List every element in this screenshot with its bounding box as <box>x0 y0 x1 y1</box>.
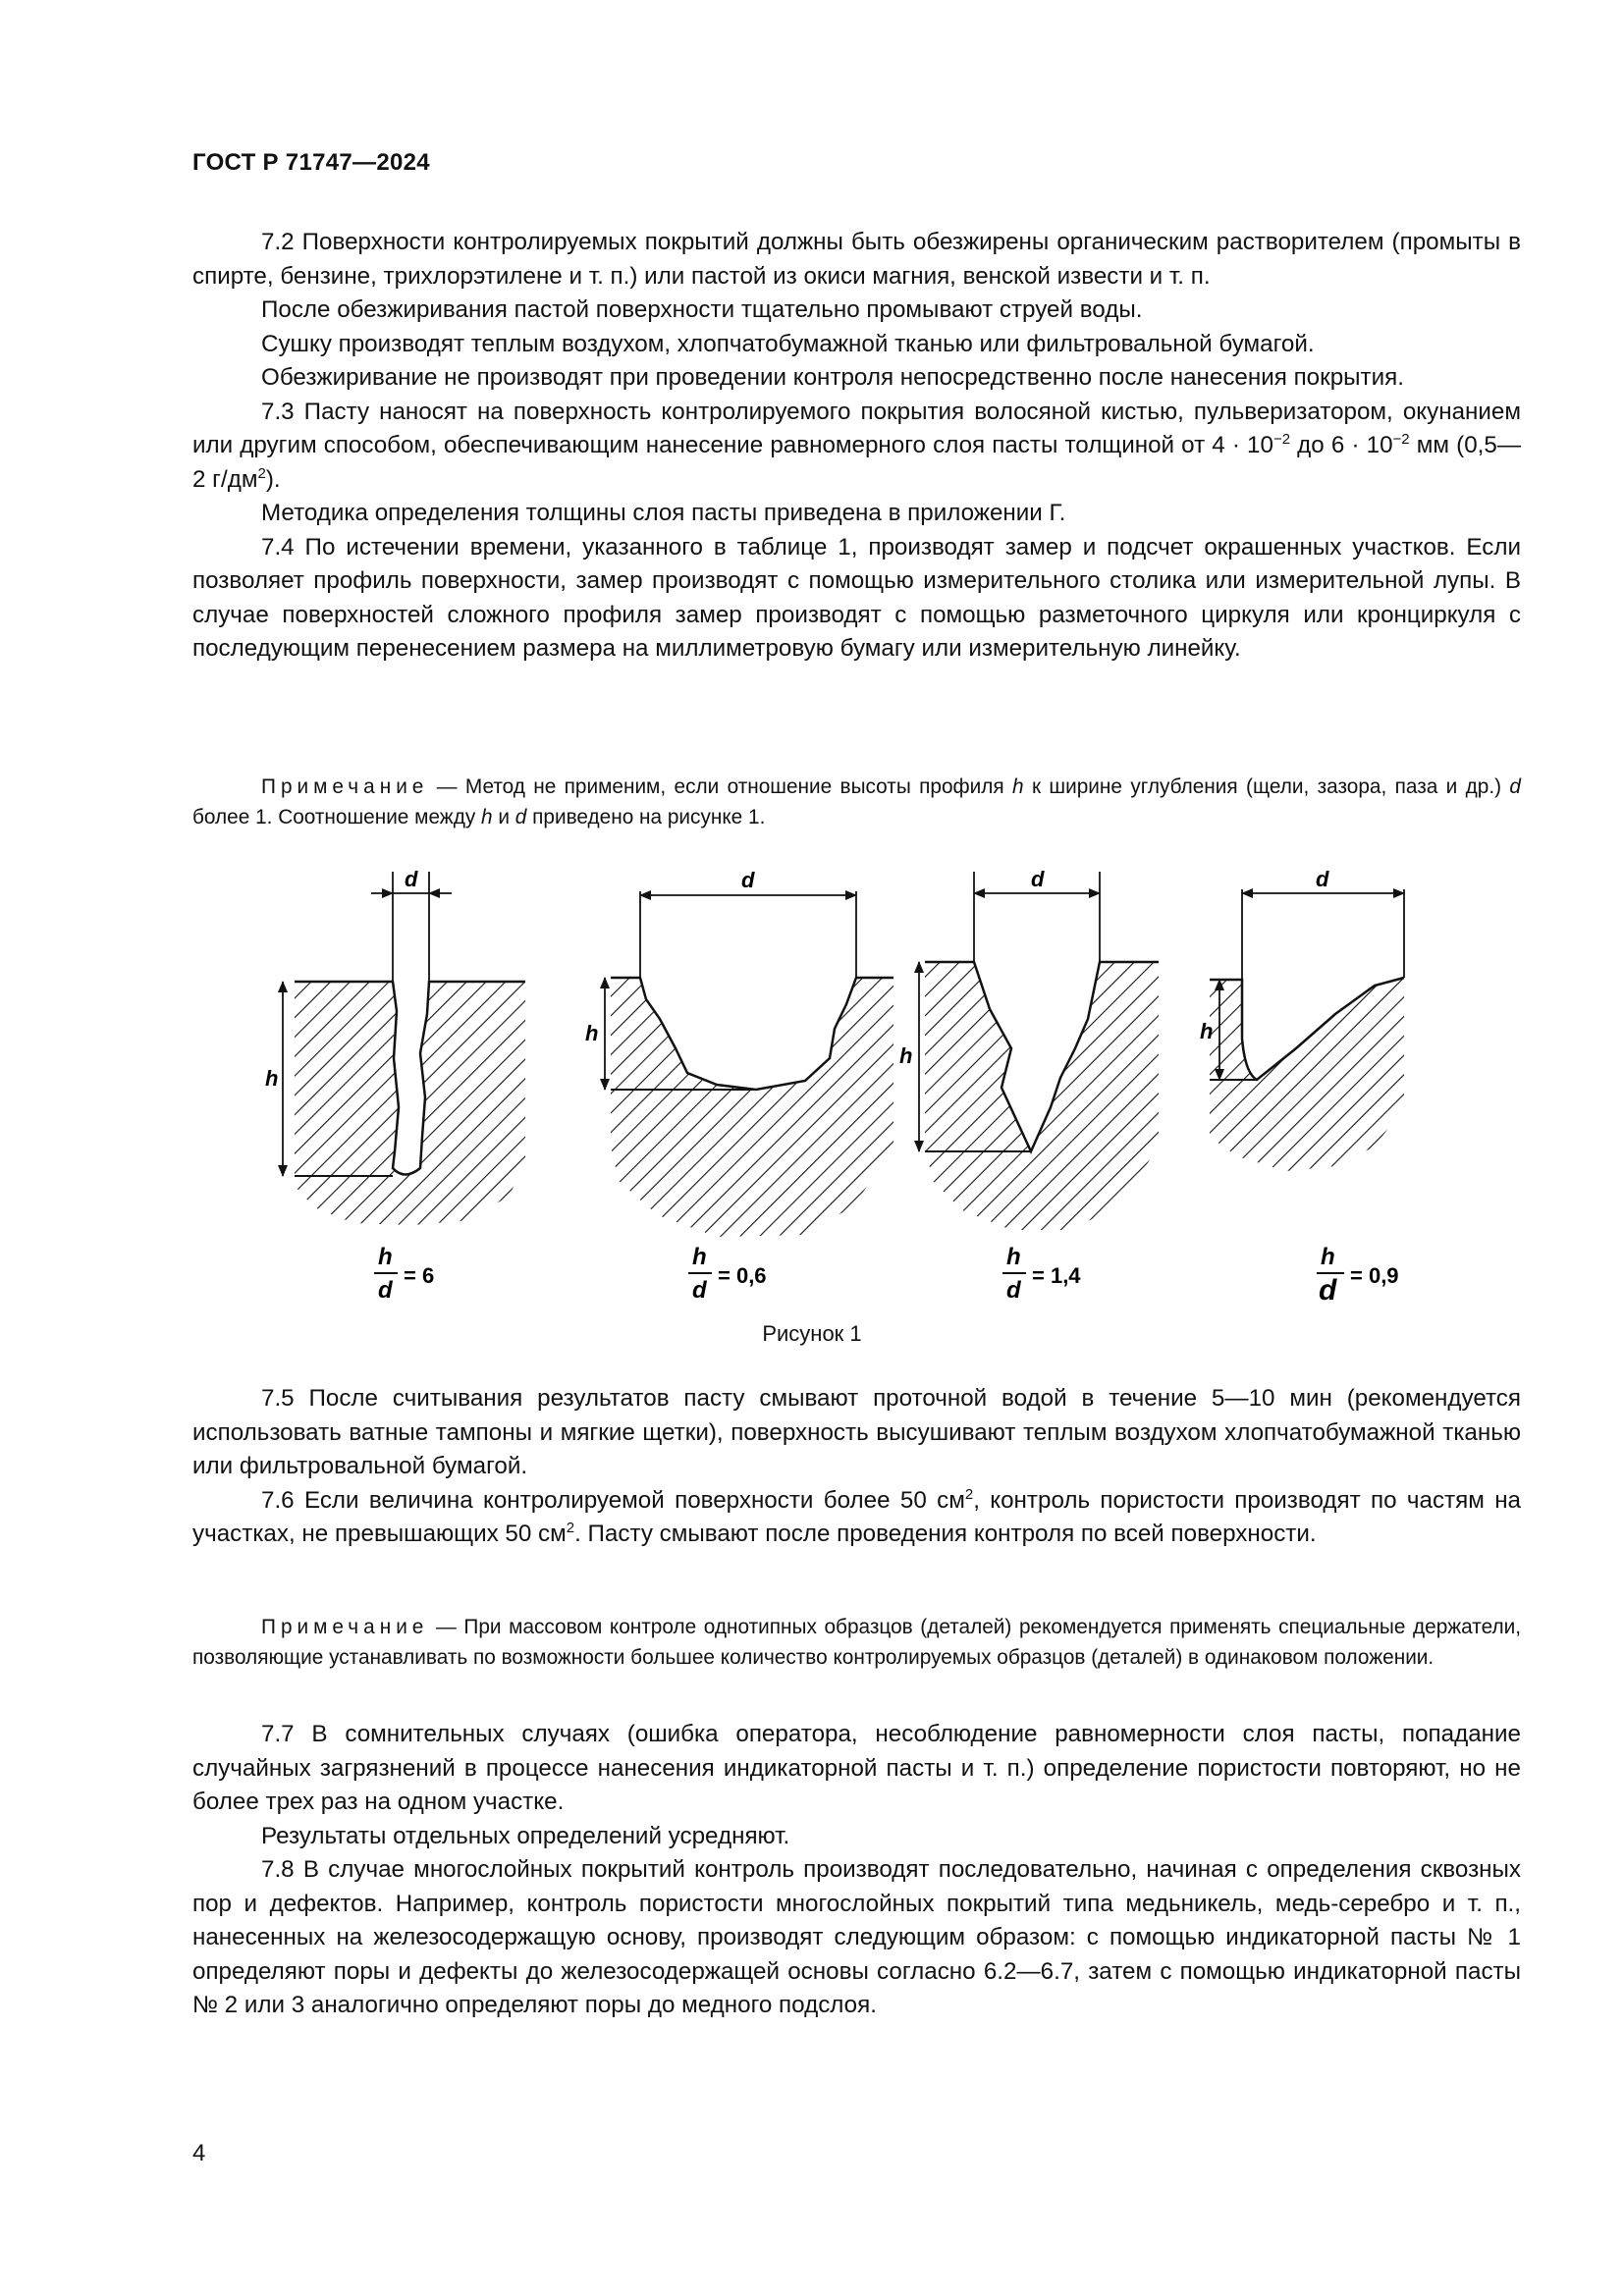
svg-text:d: d <box>405 867 418 891</box>
document-header: ГОСТ Р 71747—2024 <box>192 149 430 176</box>
ratio-1 <box>374 1244 434 1304</box>
svg-text:d: d <box>1316 867 1329 891</box>
ratio-3 <box>1002 1244 1081 1304</box>
svg-text:= 6: = 6 <box>404 1263 435 1288</box>
paragraph-7-8: 7.8 В случае многослойных покрытий контроль производят последовательно, начиная с определения сквозных пор и дефектов. Например, контроль пористости многослойных покрытий типа медьникель, медь-серебро и т. п., нанесенных на железосодержащую основу, производят следующим образом: с помощью индикаторной пасты № 1 определяют поры и дефекты до железосодержащей основы согласно 6.2—6.7, затем с помощью индикаторной пасты № 2 или 3 аналогично определяют поры до медного подслоя. <box>192 1856 1521 2018</box>
svg-text:h: h <box>585 1021 599 1045</box>
svg-text:h: h <box>1006 1244 1021 1270</box>
svg-text:d: d <box>1006 1277 1021 1304</box>
paragraph-7-4: 7.4 По истечении времени, указанного в таблице 1, производят замер и подсчет окрашенных участков. Если позволяет профиль поверхности, замер производят с помощью измерительного столика или измерительной лупы. В случае поверхностей сложного профиля замер производят с помощью разметочного циркуля или кронциркуля с последующим перенесением размера на миллиметровую бумагу или измерительную линейку. <box>192 533 1521 662</box>
svg-text:h: h <box>1200 1019 1214 1043</box>
svg-text:= 1,4: = 1,4 <box>1032 1263 1081 1288</box>
note-label: Примечание <box>261 1616 429 1638</box>
svg-text:= 0,6: = 0,6 <box>718 1263 767 1288</box>
svg-text:h: h <box>692 1244 707 1270</box>
section-7-2 <box>192 226 1521 667</box>
paragraph-7-6: 7.6 Если величина контролируемой поверхности более 50 $см^2$, контроль пористости производят по частям на участках, не превышающих 50 $см^2$. Пасту смывают после проведения контроля по всей поверхности. <box>192 1485 1521 1547</box>
svg-text:d: d <box>1031 867 1045 891</box>
note-1: Примечание — Метод не применим, если отношение высоты профиля h к ширине углубления (щели, зазора, паза и др.) d более 1. Соотношение между h и d приведено на рисунке 1. <box>192 775 1521 828</box>
figure-caption: Рисунок 1 <box>762 1321 862 1346</box>
svg-text:d: d <box>692 1277 707 1304</box>
svg-text:h: h <box>899 1043 913 1068</box>
paragraph: 7.2 Поверхности контролируемых покрытий должны быть обезжирены органическим растворителем (промыты в спирте, бензине, трихлорэтилене и т. п.) или пастой из окиси магния, венской извести и т. п. <box>192 229 1521 290</box>
profile-v-groove <box>899 867 1159 1230</box>
paragraph-7-3: 7.3 Пасту наносят на поверхность контролируемого покрытия волосяной кистью, пульверизатором, окунанием или другим способом, обеспечивающим нанесение равномерного слоя пасты толщиной от $4 \cdot 10^{-2}$ до $6 \cdot 10^{-2}$ мм (0,5—2 $г/дм^2$). <box>192 398 1522 493</box>
paragraph-7-7: 7.7 В сомнительных случаях (ошибка оператора, несоблюдение равномерности слоя пасты, попадание случайных загрязнений в процессе нанесения индикаторной пасты и т. п.) определение пористости повторяют, но не более трех раз на одном участке. <box>192 1721 1521 1815</box>
svg-text:h: h <box>265 1066 279 1091</box>
section-7-5-7-6 <box>192 1382 1521 1552</box>
ratio-2 <box>688 1244 767 1304</box>
paragraph-7-5: 7.5 После считывания результатов пасту смывают проточной водой в течение 5—10 мин (рекомендуется использовать ватные тампоны и мягкие щетки), поверхность высушивают теплым воздухом хлопчатобумажной тканью или фильтровальной бумагой. <box>192 1385 1521 1479</box>
ratio-4 <box>1317 1244 1399 1307</box>
paragraph: Результаты отдельных определений усредняют. <box>261 1822 790 1849</box>
profile-slope <box>1200 867 1404 1171</box>
svg-text:h: h <box>1321 1244 1335 1270</box>
paragraph: Сушку производят теплым воздухом, хлопчатобумажной тканью или фильтровальной бумагой. <box>261 330 1315 357</box>
svg-text:d: d <box>1319 1274 1337 1307</box>
page-number: 4 <box>192 2140 206 2166</box>
profile-slot <box>265 867 525 1225</box>
svg-text:h: h <box>378 1244 393 1270</box>
profile-bowl <box>585 868 893 1237</box>
figure-1 <box>265 852 1414 1313</box>
paragraph: После обезжиривания пастой поверхности тщательно промывают струей воды. <box>261 296 1143 323</box>
svg-text:d: d <box>741 868 755 892</box>
section-7-7-7-8 <box>192 1718 1521 2023</box>
svg-text:= 0,9: = 0,9 <box>1350 1263 1399 1288</box>
paragraph: Обезжиривание не производят при проведении контроля непосредственно после нанесения покрытия. <box>261 364 1404 391</box>
paragraph: Методика определения толщины слоя пасты приведена в приложении Г. <box>261 500 1066 526</box>
svg-text:d: d <box>378 1277 393 1304</box>
note-label: Примечание <box>261 775 429 798</box>
note-2: Примечание — При массовом контроле однотипных образцов (деталей) рекомендуется применять специальные держатели, позволяющие устанавливать по возможности большее количество контролируемых образцов (деталей) в одинаковом положении. <box>192 1616 1521 1669</box>
